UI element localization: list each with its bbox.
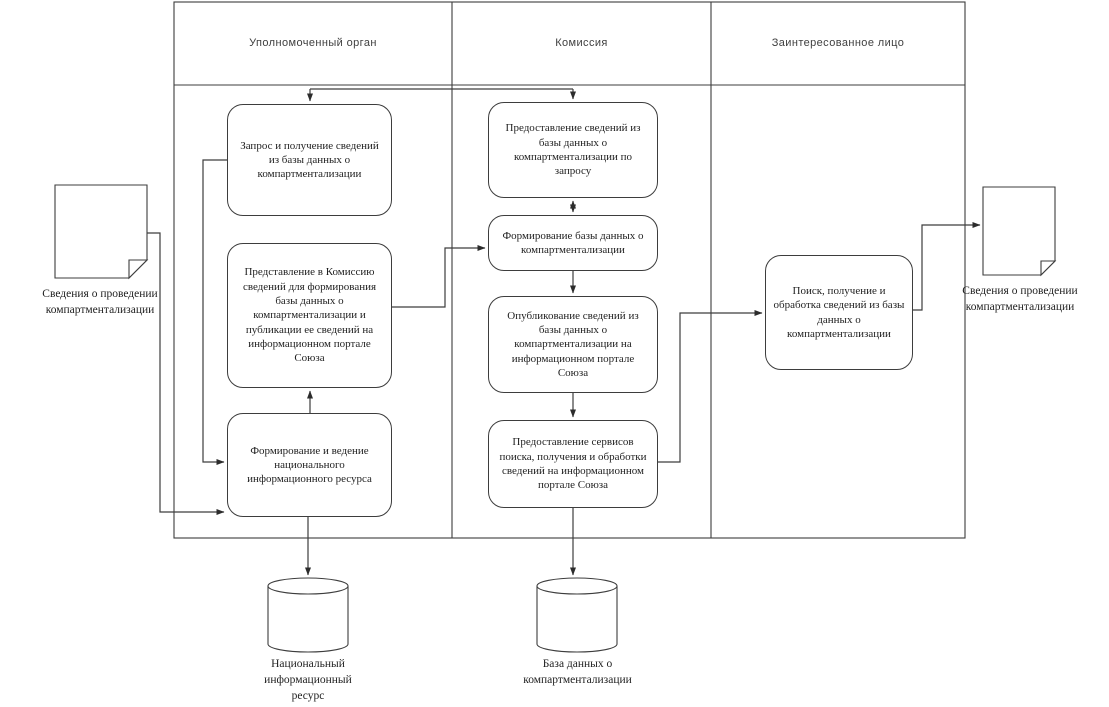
database-cylinder-icon (268, 578, 348, 652)
process-box-submit-to-commission: Представление в Комиссию сведений для формирования базы данных о компартментализации и публикации ее сведений на информационном портале Союза (227, 243, 392, 388)
process-box-form-database: Формирование базы данных о компартментализации (488, 215, 658, 271)
document-label-left: Сведения о проведении компартментализации (42, 288, 158, 317)
connector-request-to-national (203, 160, 227, 462)
connector-submit-to-form (392, 248, 485, 307)
process-box-publish-portal: Опубликование сведений из базы данных о компартментализации на информационном портале Союза (488, 296, 658, 393)
document-icon (55, 185, 147, 278)
process-box-search-retrieve: Поиск, получение и обработка сведений из базы данных о компартментализации (765, 255, 913, 370)
datastore-label-compartment-db: База данных о компартментализации (523, 658, 632, 687)
connector-doc-to-national (147, 233, 224, 512)
process-box-provide-on-request: Предоставление сведений из базы данных о компартментализации по запросу (488, 102, 658, 198)
connector-services-to-search (658, 313, 762, 462)
database-cylinder-icon (537, 578, 617, 652)
document-label-right: Сведения о проведении компартментализации (962, 285, 1078, 314)
process-box-national-resource: Формирование и ведение национального информационного ресурса (227, 413, 392, 517)
lane-header-interested-party: Заинтересованное лицо (771, 36, 905, 49)
document-icon (983, 187, 1055, 275)
lane-header-commission: Комиссия (555, 36, 608, 49)
datastore-label-national-resource: Национальный информационный ресурс (264, 658, 352, 703)
lane-header-authorized-body: Уполномоченный орган (249, 36, 377, 49)
process-box-provide-services: Предоставление сервисов поиска, получения и обработки сведений на информационном портале Союза (488, 420, 658, 508)
process-box-request-data: Запрос и получение сведений из базы данных о компартментализации (227, 104, 392, 216)
